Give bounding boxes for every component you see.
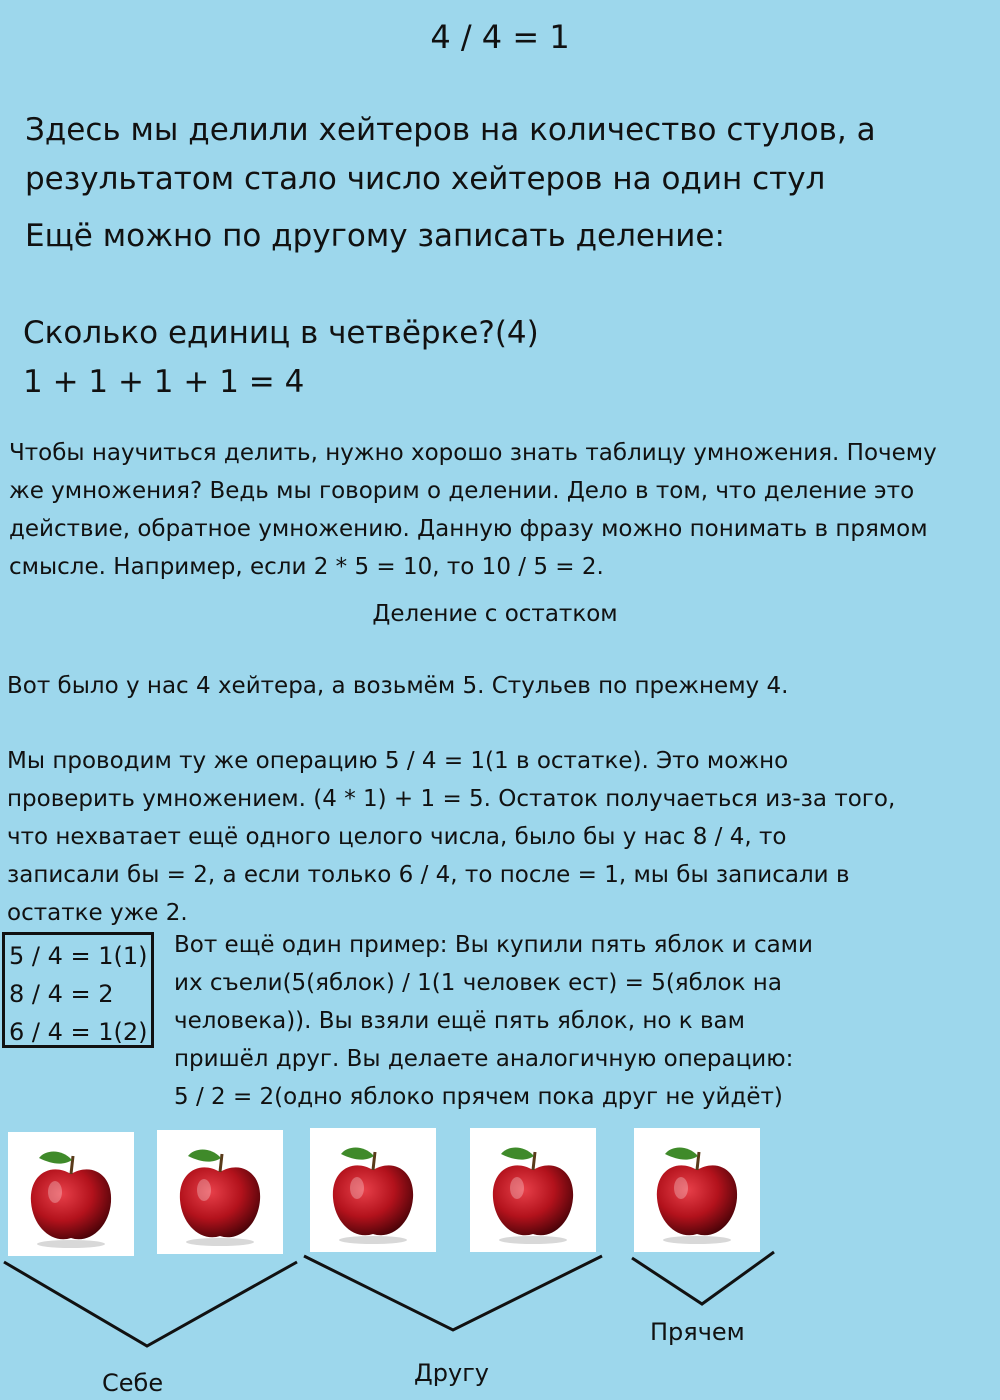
units-question: Сколько единиц в четвёрке?(4) [23, 315, 539, 351]
paragraph-line: же умножения? Ведь мы говорим о делении. Дело в том, что деление это [9, 478, 915, 504]
label-self: Себе [102, 1369, 164, 1397]
bracket-friend [304, 1256, 602, 1330]
example-line: пришёл друг. Вы делаете аналогичную операцию: [174, 1046, 794, 1072]
units-sum: 1 + 1 + 1 + 1 = 4 [23, 364, 305, 400]
paragraph-line: проверить умножением. (4 * 1) + 1 = 5. Остаток получаеться из-за того, [7, 786, 896, 812]
page-title: 4 / 4 = 1 [430, 18, 570, 56]
paragraph-line: что нехватает ещё одного целого числа, было бы у нас 8 / 4, то [7, 824, 787, 850]
bracket-hide [632, 1252, 774, 1304]
paragraph-line: остатке уже 2. [7, 900, 188, 926]
example-line: Вот ещё один пример: Вы купили пять яблок и сами [174, 932, 813, 958]
label-friend: Другу [414, 1359, 489, 1387]
example-line: их съели(5(яблок) / 1(1 человек ест) = 5(яблок на [174, 970, 782, 996]
bracket-self [4, 1262, 297, 1346]
equation: 6 / 4 = 1(2) [9, 1018, 148, 1046]
section-title: Деление с остатком [372, 601, 618, 627]
paragraph-line: Чтобы научиться делить, нужно хорошо знать таблицу умножения. Почему [9, 440, 937, 466]
intro-line-3: Ещё можно по другому записать деление: [25, 218, 725, 254]
equation: 8 / 4 = 2 [9, 980, 114, 1008]
paragraph-line: действие, обратное умножению. Данную фразу можно понимать в прямом [9, 516, 928, 542]
paragraph-line: смысле. Например, если 2 * 5 = 10, то 10 / 5 = 2. [9, 554, 604, 580]
intro-line-2: результатом стало число хейтеров на один стул [25, 161, 826, 197]
paragraph-line: Мы проводим ту же операцию 5 / 4 = 1(1 в остатке). Это можно [7, 748, 789, 774]
label-hide: Прячем [650, 1318, 745, 1346]
intro-line-1: Здесь мы делили хейтеров на количество стулов, а [25, 112, 876, 148]
example-line: 5 / 2 = 2(одно яблоко прячем пока друг не уйдёт) [174, 1084, 783, 1110]
example-line: человека)). Вы взяли ещё пять яблок, но к вам [174, 1008, 745, 1034]
equation: 5 / 4 = 1(1) [9, 942, 148, 970]
paragraph-line: Вот было у нас 4 хейтера, а возьмём 5. Стульев по прежнему 4. [7, 673, 789, 699]
paragraph-line: записали бы = 2, а если только 6 / 4, то после = 1, мы бы записали в [7, 862, 850, 888]
